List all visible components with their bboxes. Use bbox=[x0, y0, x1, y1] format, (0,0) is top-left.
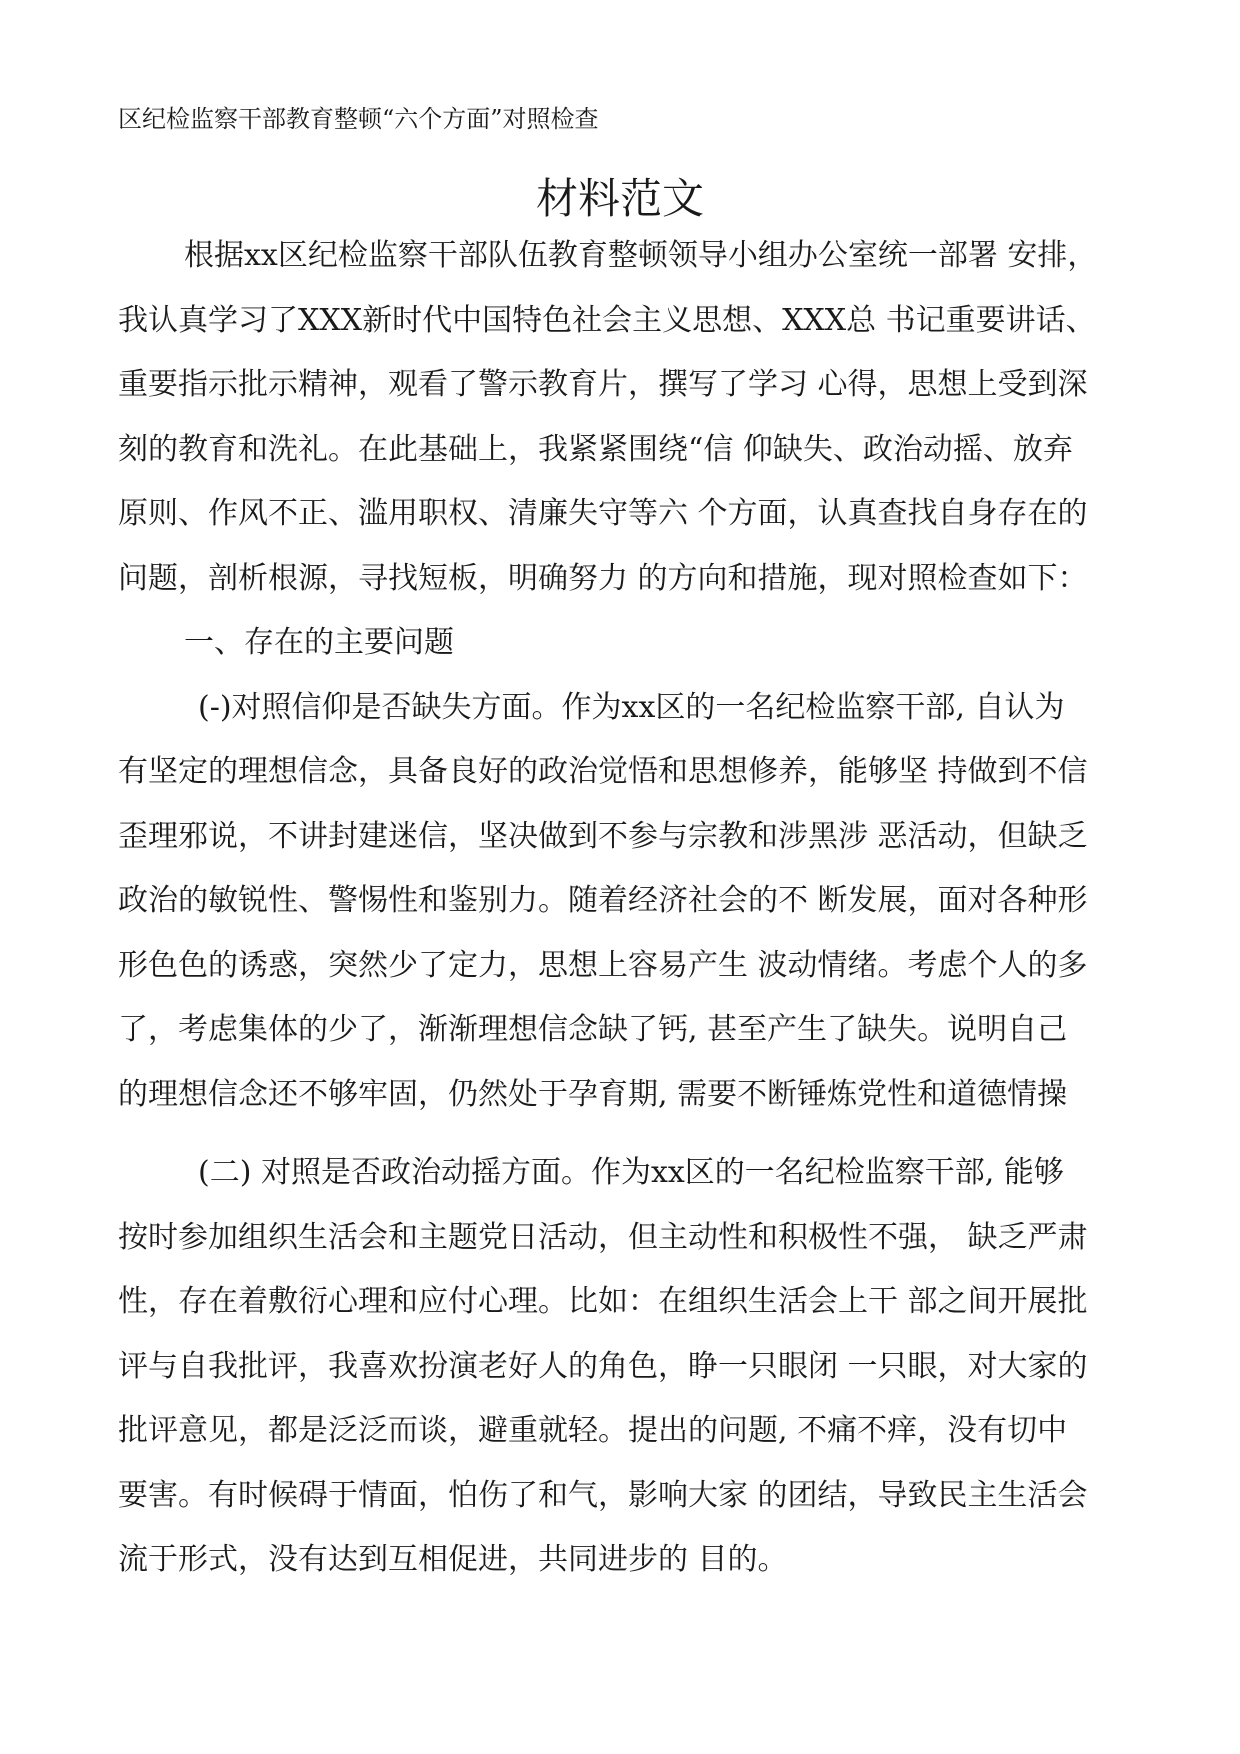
document-header: 区纪检监察干部教育整顿“六个方面”对照检查 bbox=[118, 105, 599, 133]
body-line: 重要指示批示精神，观看了警示教育片，撰写了学习 心得，思想上受到深 bbox=[118, 367, 1088, 402]
body-line: 歪理邪说，不讲封建迷信，坚决做到不参与宗教和涉黑涉 恶活动，但缺乏 bbox=[118, 818, 1088, 854]
body-line: (二) 对照是否政治动摇方面。作为xx区的一名纪检监察干部, 能够 bbox=[198, 1155, 1064, 1190]
section-heading: 一、存在的主要问题 bbox=[184, 625, 454, 660]
body-line: 的理想信念还不够牢固，仍然处于孕育期, 需要不断锤炼党性和道德情操 bbox=[118, 1076, 1068, 1112]
body-line: 有坚定的理想信念，具备良好的政治觉悟和思想修养，能够坚 持做到不信 bbox=[118, 754, 1088, 789]
body-line: 形色色的诱惑，突然少了定力，思想上容易产生 波动情绪。考虑个人的多 bbox=[118, 947, 1088, 983]
body-line: 评与自我批评，我喜欢扮演老好人的角色，睁一只眼闭 一只眼，对大家的 bbox=[118, 1348, 1088, 1384]
body-line: 刻的教育和洗礼。在此基础上，我紧紧围绕“信 仰缺失、政治动摇、放弃 bbox=[118, 431, 1073, 467]
body-line: 我认真学习了XXX新时代中国特色社会主义思想、XXX总 书记重要讲话、 bbox=[118, 302, 1096, 338]
body-line: (-)对照信仰是否缺失方面。作为xx区的一名纪检监察干部, 自认为 bbox=[198, 689, 1065, 725]
body-line: 流于形式，没有达到互相促进，共同进步的 目的。 bbox=[118, 1542, 788, 1577]
document-body bbox=[118, 224, 1128, 1593]
body-line: 了，考虑集体的少了，渐渐理想信念缺了钙, 甚至产生了缺失。说明自己 bbox=[118, 1012, 1068, 1047]
body-line: 问题，剖析根源，寻找短板，明确努力 的方向和措施，现对照检查如下： bbox=[118, 560, 1088, 596]
document-title: 材料范文 bbox=[535, 174, 704, 223]
body-line: 根据xx区纪检监察干部队伍教育整顿领导小组办公室统一部署 安排， bbox=[184, 238, 1098, 273]
body-line: 性，存在着敷衍心理和应付心理。比如：在组织生活会上干 部之间开展批 bbox=[118, 1284, 1088, 1319]
body-line: 政治的敏锐性、警惕性和鉴别力。随着经济社会的不 断发展，面对各种形 bbox=[118, 883, 1088, 918]
body-line: 批评意见，都是泛泛而谈，避重就轻。提出的问题, 不痛不痒，没有切中 bbox=[118, 1413, 1068, 1448]
body-line: 原则、作风不正、滥用职权、清廉失守等六 个方面，认真查找自身存在的 bbox=[118, 496, 1088, 531]
body-line: 要害。有时候碍于情面，怕伤了和气，影响大家 的团结，导致民主生活会 bbox=[118, 1477, 1088, 1513]
body-line: 按时参加组织生活会和主题党日活动，但主动性和积极性不强， 缺乏严肃 bbox=[118, 1219, 1088, 1255]
